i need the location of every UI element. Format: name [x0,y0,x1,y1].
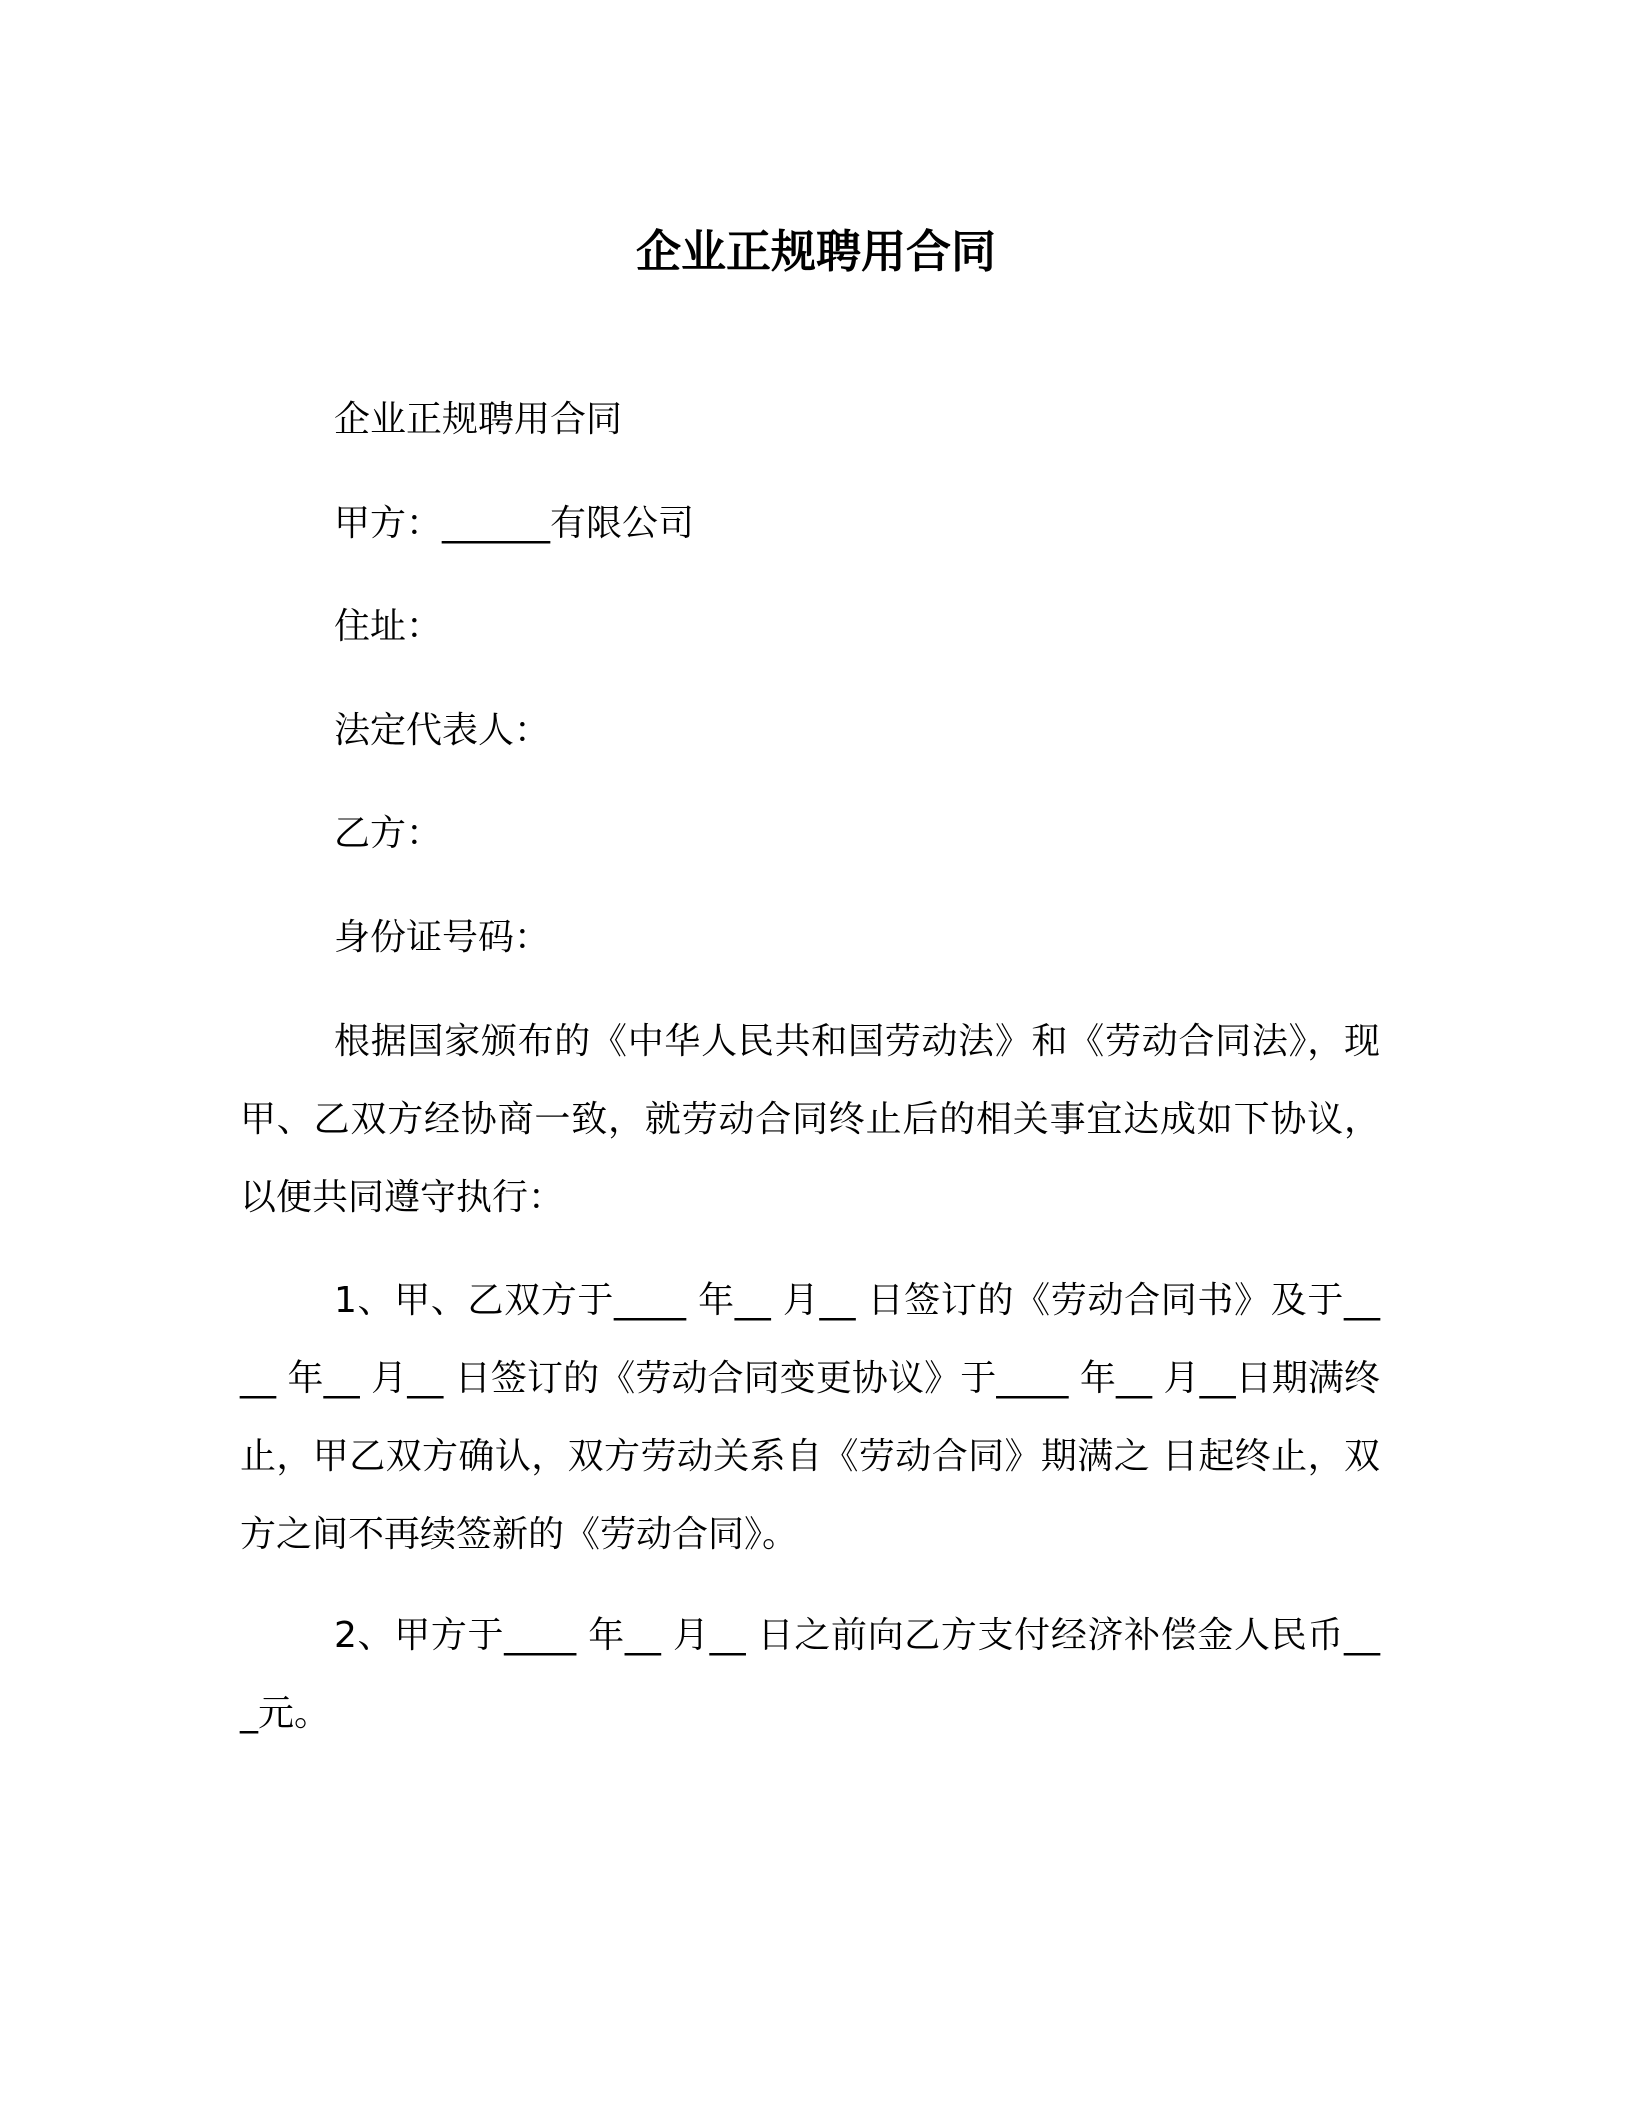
party-a-field: 甲方：______有限公司 [334,503,695,544]
contract-subtitle: 企业正规聘用合同 [334,399,623,440]
id-number-field: 身份证号码： [334,917,551,958]
document-title: 企业正规聘用合同 [635,225,996,278]
clause-2-paragraph: 2、甲方于____ 年__ 月__ 日之前向乙方支付经济补偿金人民币___元。 [240,1615,1380,1734]
legal-representative-field: 法定代表人： [334,710,551,751]
address-field: 住址： [334,606,443,647]
party-b-field: 乙方： [334,813,443,854]
clause-1-paragraph: 1、甲、乙双方于____ 年__ 月__ 日签订的《劳动合同书》及于____ 年__ 月__ 日签订的《劳动合同变更协议》于____ 年__ 月__日期满终止，甲乙双方确认，双方劳动关系自《劳动合同》期满之 日起终止，双方之间不再续签新的《劳动合同》。 [240,1280,1380,1555]
preamble-paragraph: 根据国家颁布的《中华人民共和国劳动法》和《劳动合同法》，现甲、乙双方经协商一致，就劳动合同终止后的相关事宜达成如下协议，以便共同遵守执行： [240,1021,1380,1218]
